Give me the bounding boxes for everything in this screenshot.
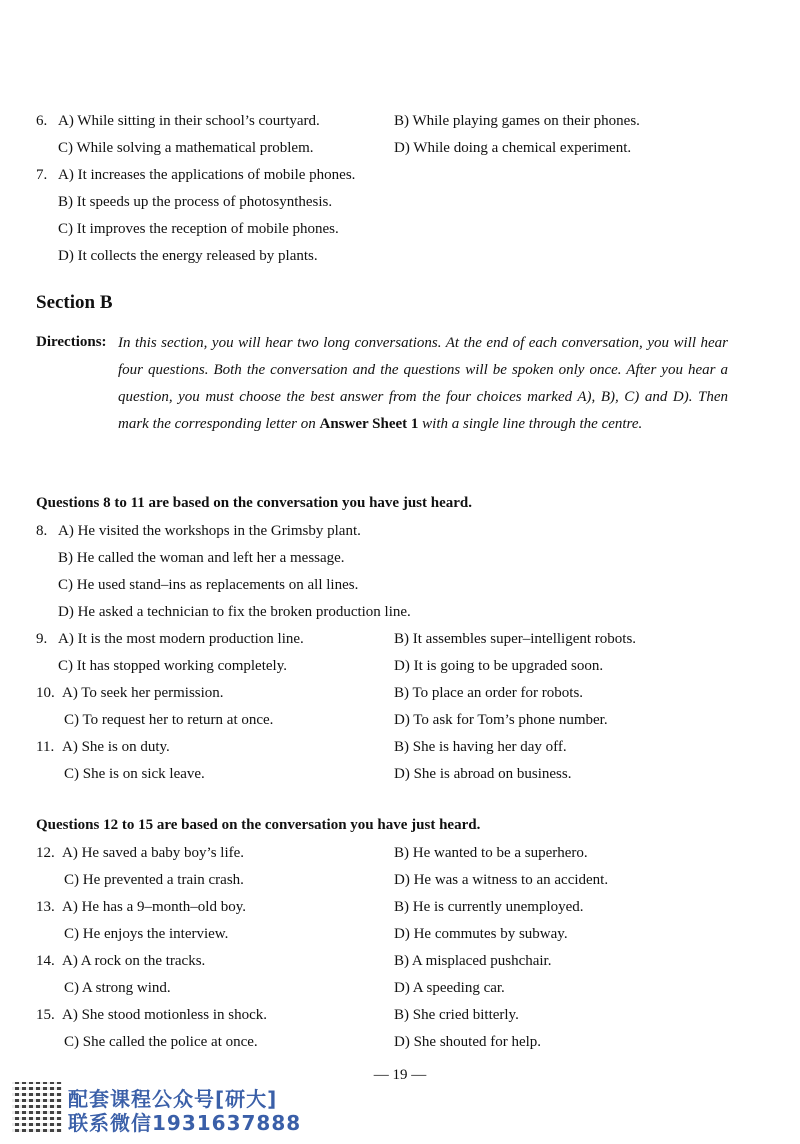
answer-option: A) He saved a baby boy’s life. xyxy=(62,845,245,861)
question-number: 12. xyxy=(36,845,55,861)
page-number: — 19 — xyxy=(373,1067,427,1083)
answer-option: A) She is on duty. xyxy=(62,739,170,755)
answer-option: D) He asked a technician to fix the broken production line. xyxy=(58,604,411,620)
answer-option: C) He prevented a train crash. xyxy=(64,872,244,888)
group1-heading: Questions 8 to 11 are based on the conversation you have just heard. xyxy=(36,495,472,511)
answer-option: C) To request her to return at once. xyxy=(64,712,274,728)
answer-option: A) To seek her permission. xyxy=(62,685,224,701)
question-number: 15. xyxy=(36,1007,55,1023)
answer-option: A) It increases the applications of mobile phones. xyxy=(58,167,356,183)
answer-option: D) To ask for Tom’s phone number. xyxy=(394,712,608,728)
answer-option: D) A speeding car. xyxy=(394,980,505,996)
answer-option: D) He commutes by subway. xyxy=(394,926,568,942)
answer-option: D) She shouted for help. xyxy=(394,1034,542,1050)
answer-option: A) He visited the workshops in the Grimsby plant. xyxy=(58,523,361,539)
footer-line-2: 联系微信1931637888 xyxy=(68,1111,302,1135)
footer-promo xyxy=(12,1082,312,1135)
answer-option: D) She is abroad on business. xyxy=(394,766,572,782)
answer-option: B) It assembles super–intelligent robots. xyxy=(394,631,637,647)
answer-option: A) He has a 9–month–old boy. xyxy=(62,899,246,915)
answer-option: C) It improves the reception of mobile phones. xyxy=(58,221,339,237)
answer-option: B) He called the woman and left her a message. xyxy=(58,550,345,566)
answer-option: C) While solving a mathematical problem. xyxy=(58,140,314,156)
question-number: 11. xyxy=(36,739,55,755)
group2-heading: Questions 12 to 15 are based on the conversation you have just heard. xyxy=(36,817,481,833)
question-number: 6. xyxy=(36,113,48,129)
answer-option: B) He is currently unemployed. xyxy=(394,899,584,915)
answer-option: C) He enjoys the interview. xyxy=(64,926,229,942)
directions-label: Directions: xyxy=(36,334,107,350)
answer-option: C) She called the police at once. xyxy=(64,1034,258,1050)
answer-option: B) She is having her day off. xyxy=(394,739,567,755)
answer-option: A) A rock on the tracks. xyxy=(62,953,206,969)
question-number: 13. xyxy=(36,899,55,915)
section-title: Section B xyxy=(36,292,113,313)
question-number: 8. xyxy=(36,523,48,539)
answer-option: A) She stood motionless in shock. xyxy=(62,1007,267,1023)
answer-option: A) It is the most modern production line. xyxy=(58,631,304,647)
answer-option: B) She cried bitterly. xyxy=(394,1007,519,1023)
answer-option: D) It collects the energy released by plants. xyxy=(58,248,318,264)
answer-option: A) While sitting in their school’s courtyard. xyxy=(58,113,320,129)
answer-option: D) He was a witness to an accident. xyxy=(394,872,609,888)
answer-option: C) He used stand–ins as replacements on all lines. xyxy=(58,577,359,593)
answer-sheet-label: Answer Sheet 1 xyxy=(319,416,419,432)
answer-option: B) While playing games on their phones. xyxy=(394,113,640,129)
answer-option: B) To place an order for robots. xyxy=(394,685,584,701)
question-number: 7. xyxy=(36,167,48,183)
answer-option: D) While doing a chemical experiment. xyxy=(394,140,632,156)
qr-code-icon xyxy=(12,1082,62,1132)
question-number: 10. xyxy=(36,685,55,701)
question-number: 9. xyxy=(36,631,48,647)
directions-text: In this section, you will hear two long conversations. At the end of each conversation, you will hear four questions. Both the conversation and the questions will be spoken only once. After you hear a question, you must choose the best answer from the four choices marked A), B), C) and D). Then mark the corresponding letter on Answer Sheet 1 with a single line through the centre. xyxy=(118,335,728,432)
answer-option: D) It is going to be upgraded soon. xyxy=(394,658,604,674)
footer-line-1: 配套课程公众号[研大] xyxy=(68,1087,278,1111)
answer-option: C) It has stopped working completely. xyxy=(58,658,287,674)
answer-option: C) She is on sick leave. xyxy=(64,766,205,782)
question-number: 14. xyxy=(36,953,55,969)
answer-option: C) A strong wind. xyxy=(64,980,171,996)
answer-option: B) A misplaced pushchair. xyxy=(394,953,552,969)
answer-option: B) He wanted to be a superhero. xyxy=(394,845,588,861)
answer-option: B) It speeds up the process of photosynthesis. xyxy=(58,194,333,210)
